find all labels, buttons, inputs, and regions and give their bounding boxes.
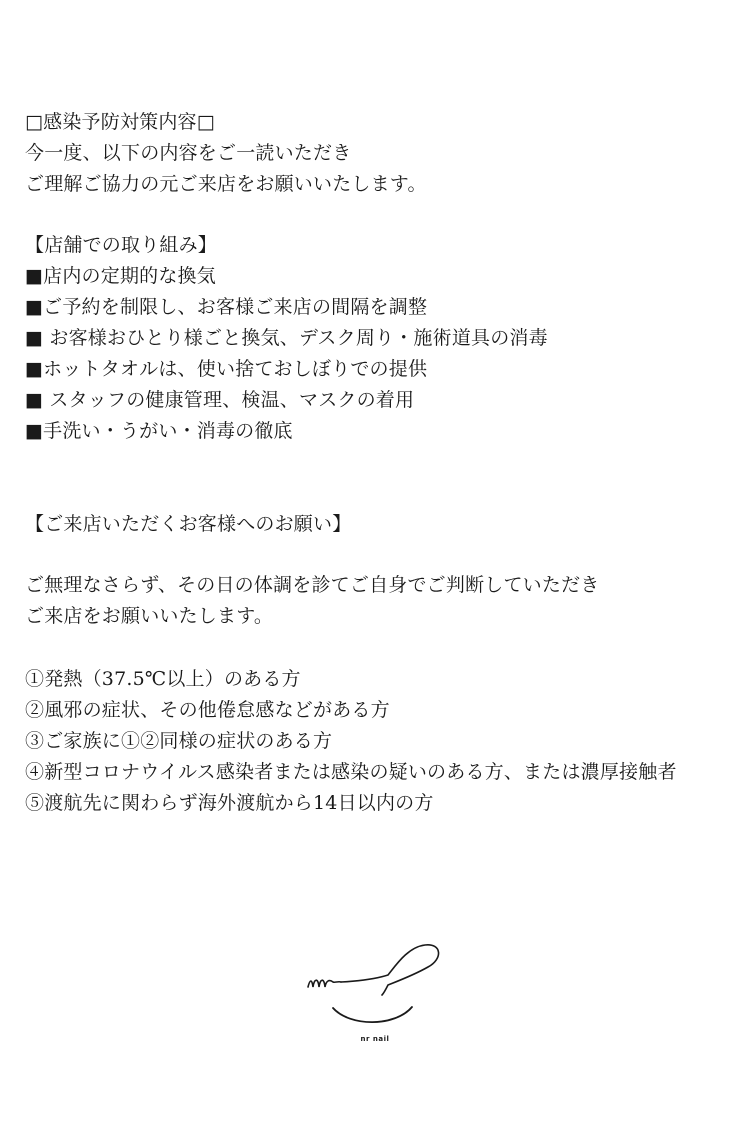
section-title-measures-notice: □感染予防対策内容□ <box>25 111 215 133</box>
intro-line-2: ご理解ご協力の元ご来店をお願いいたします。 <box>25 173 427 195</box>
store-measure-item: ■ スタッフの健康管理、検温、マスクの着用 <box>25 389 415 411</box>
customer-request-body-line-2: ご来店をお願いいたします。 <box>25 605 274 627</box>
smile-logo-icon <box>300 935 450 1035</box>
store-measure-item: ■ お客様おひとり様ごと換気、デスク周り・施術道具の消毒 <box>25 327 548 349</box>
store-measure-item: ■ホットタオルは、使い捨ておしぼりでの提供 <box>25 358 428 380</box>
customer-requests-title: 【ご来店いただくお客様へのお願い】 <box>25 513 352 535</box>
store-measure-item: ■店内の定期的な換気 <box>25 265 216 287</box>
customer-request-item: ②風邪の症状、その他倦怠感などがある方 <box>25 699 390 721</box>
customer-request-body-line-1: ご無理なさらず、その日の体調を診てご自身でご判断していただき <box>25 574 600 596</box>
customer-request-item: ③ご家族に①②同様の症状のある方 <box>25 730 333 752</box>
customer-request-item: ①発熱（37.5℃以上）のある方 <box>25 668 301 690</box>
customer-request-item: ④新型コロナウイルス感染者または感染の疑いのある方、または濃厚接触者 <box>25 761 677 783</box>
customer-request-item: ⑤渡航先に関わらず海外渡航から14日以内の方 <box>25 792 434 814</box>
store-measure-item: ■ご予約を制限し、お客様ご来店の間隔を調整 <box>25 296 428 318</box>
store-measures-title: 【店舗での取り組み】 <box>25 234 218 256</box>
intro-line-1: 今一度、以下の内容をご一読いただき <box>25 142 352 164</box>
logo-caption: nr nail <box>360 1035 390 1043</box>
brand-logo <box>300 935 450 1050</box>
store-measure-item: ■手洗い・うがい・消毒の徹底 <box>25 420 293 442</box>
